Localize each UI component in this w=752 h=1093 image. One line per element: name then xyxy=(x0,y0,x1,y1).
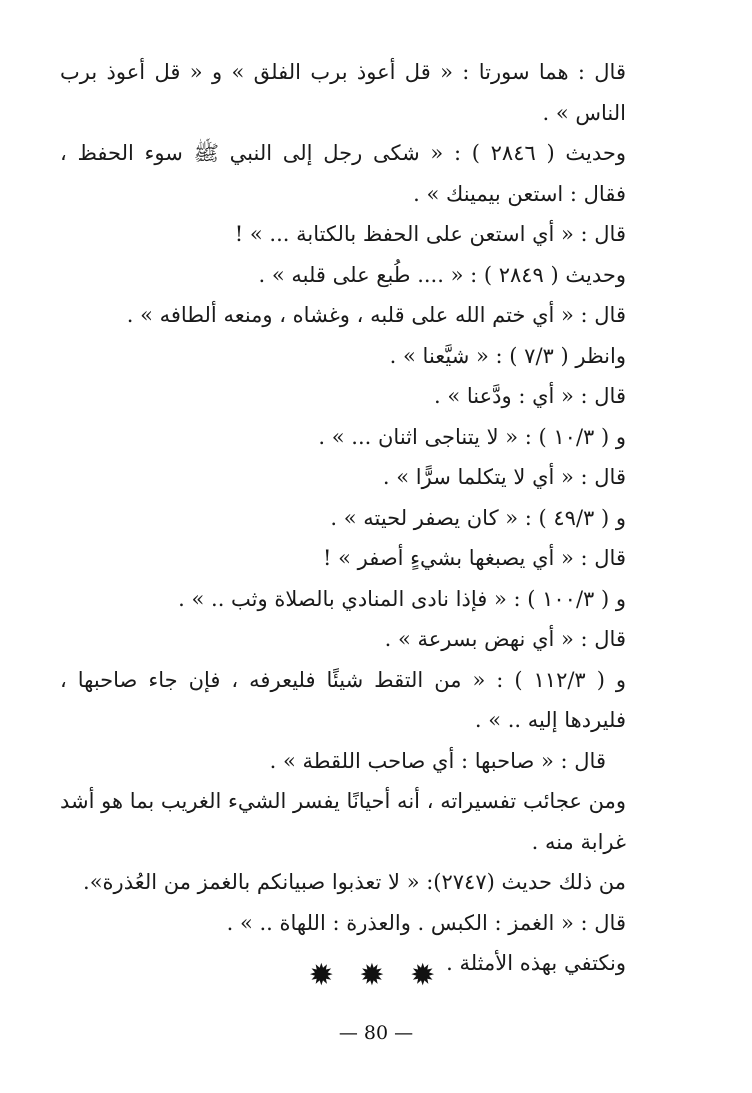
section-ornament: ✹ ✹ ✹ xyxy=(308,958,444,993)
text-line: و ( ١٠/٣ ) : « لا يتناجى اثنان ... » . xyxy=(318,424,626,449)
text-line: قال : « أي نهض بسرعة » . xyxy=(384,627,626,651)
text-line: ونكتفي بهذه الأمثلة . xyxy=(446,951,626,975)
text-line: وحديث ( ٢٨٤٦ ) : « شكى رجل إلى النبي ﷺ سوء الحفظ ، xyxy=(60,141,626,165)
text-line: قال : « صاحبها : أي صاحب اللقطة » . xyxy=(269,748,606,773)
text-line: قال : « أي لا يتكلما سرًّا » . xyxy=(382,465,626,489)
text-line: و ( ١٠٠/٣ ) : « فإذا نادى المنادي بالصلاة وثب .. » . xyxy=(178,586,626,611)
text-line: قال : « أي : ودَّعنا » . xyxy=(434,384,626,408)
text-line: قال : « أي يصبغها بشيءٍ أصفر » ! xyxy=(322,546,626,570)
page-body xyxy=(60,52,626,984)
text-line: ومن عجائب تفسيراته ، أنه أحيانًا يفسر الشيء الغريب بما هو أشد xyxy=(60,789,626,813)
text-line: وحديث ( ٢٨٤٩ ) : « .... طُبع على قلبه » . xyxy=(258,262,626,287)
text-line: و ( ٤٩/٣ ) : « كان يصفر لحيته » . xyxy=(330,505,626,530)
text-line: قال : « الغمز : الكبس . والعذرة : اللهاة .. » . xyxy=(226,910,626,935)
text-line: فليردها إليه .. » . xyxy=(474,708,626,732)
text-line: من ذلك حديث (٢٧٤٧): « لا تعذبوا صبيانكم بالغمز من العُذرة». xyxy=(83,870,626,894)
text-line: و ( ١١٢/٣ ) : « من التقط شيئًا فليعرفه ، فإن جاء صاحبها ، xyxy=(60,667,627,692)
text-line: قال : « أي استعن على الحفظ بالكتابة ... » ! xyxy=(234,222,626,246)
text-line: الناس » . xyxy=(542,100,626,125)
text-line: قال : « أي ختم الله على قلبه ، وغشاه ، ومنعه ألطافه » . xyxy=(126,303,626,327)
text-line: غرابة منه . xyxy=(531,829,626,854)
text-line: قال : هما سورتا : « قل أعوذ برب الفلق » و « قل أعوذ برب xyxy=(60,60,626,84)
text-line: فقال : استعن بيمينك » . xyxy=(413,181,626,206)
page-number: — 80 — xyxy=(338,1022,414,1044)
text-line: وانظر ( ٧/٣ ) : « شيَّعنا » . xyxy=(389,343,626,368)
